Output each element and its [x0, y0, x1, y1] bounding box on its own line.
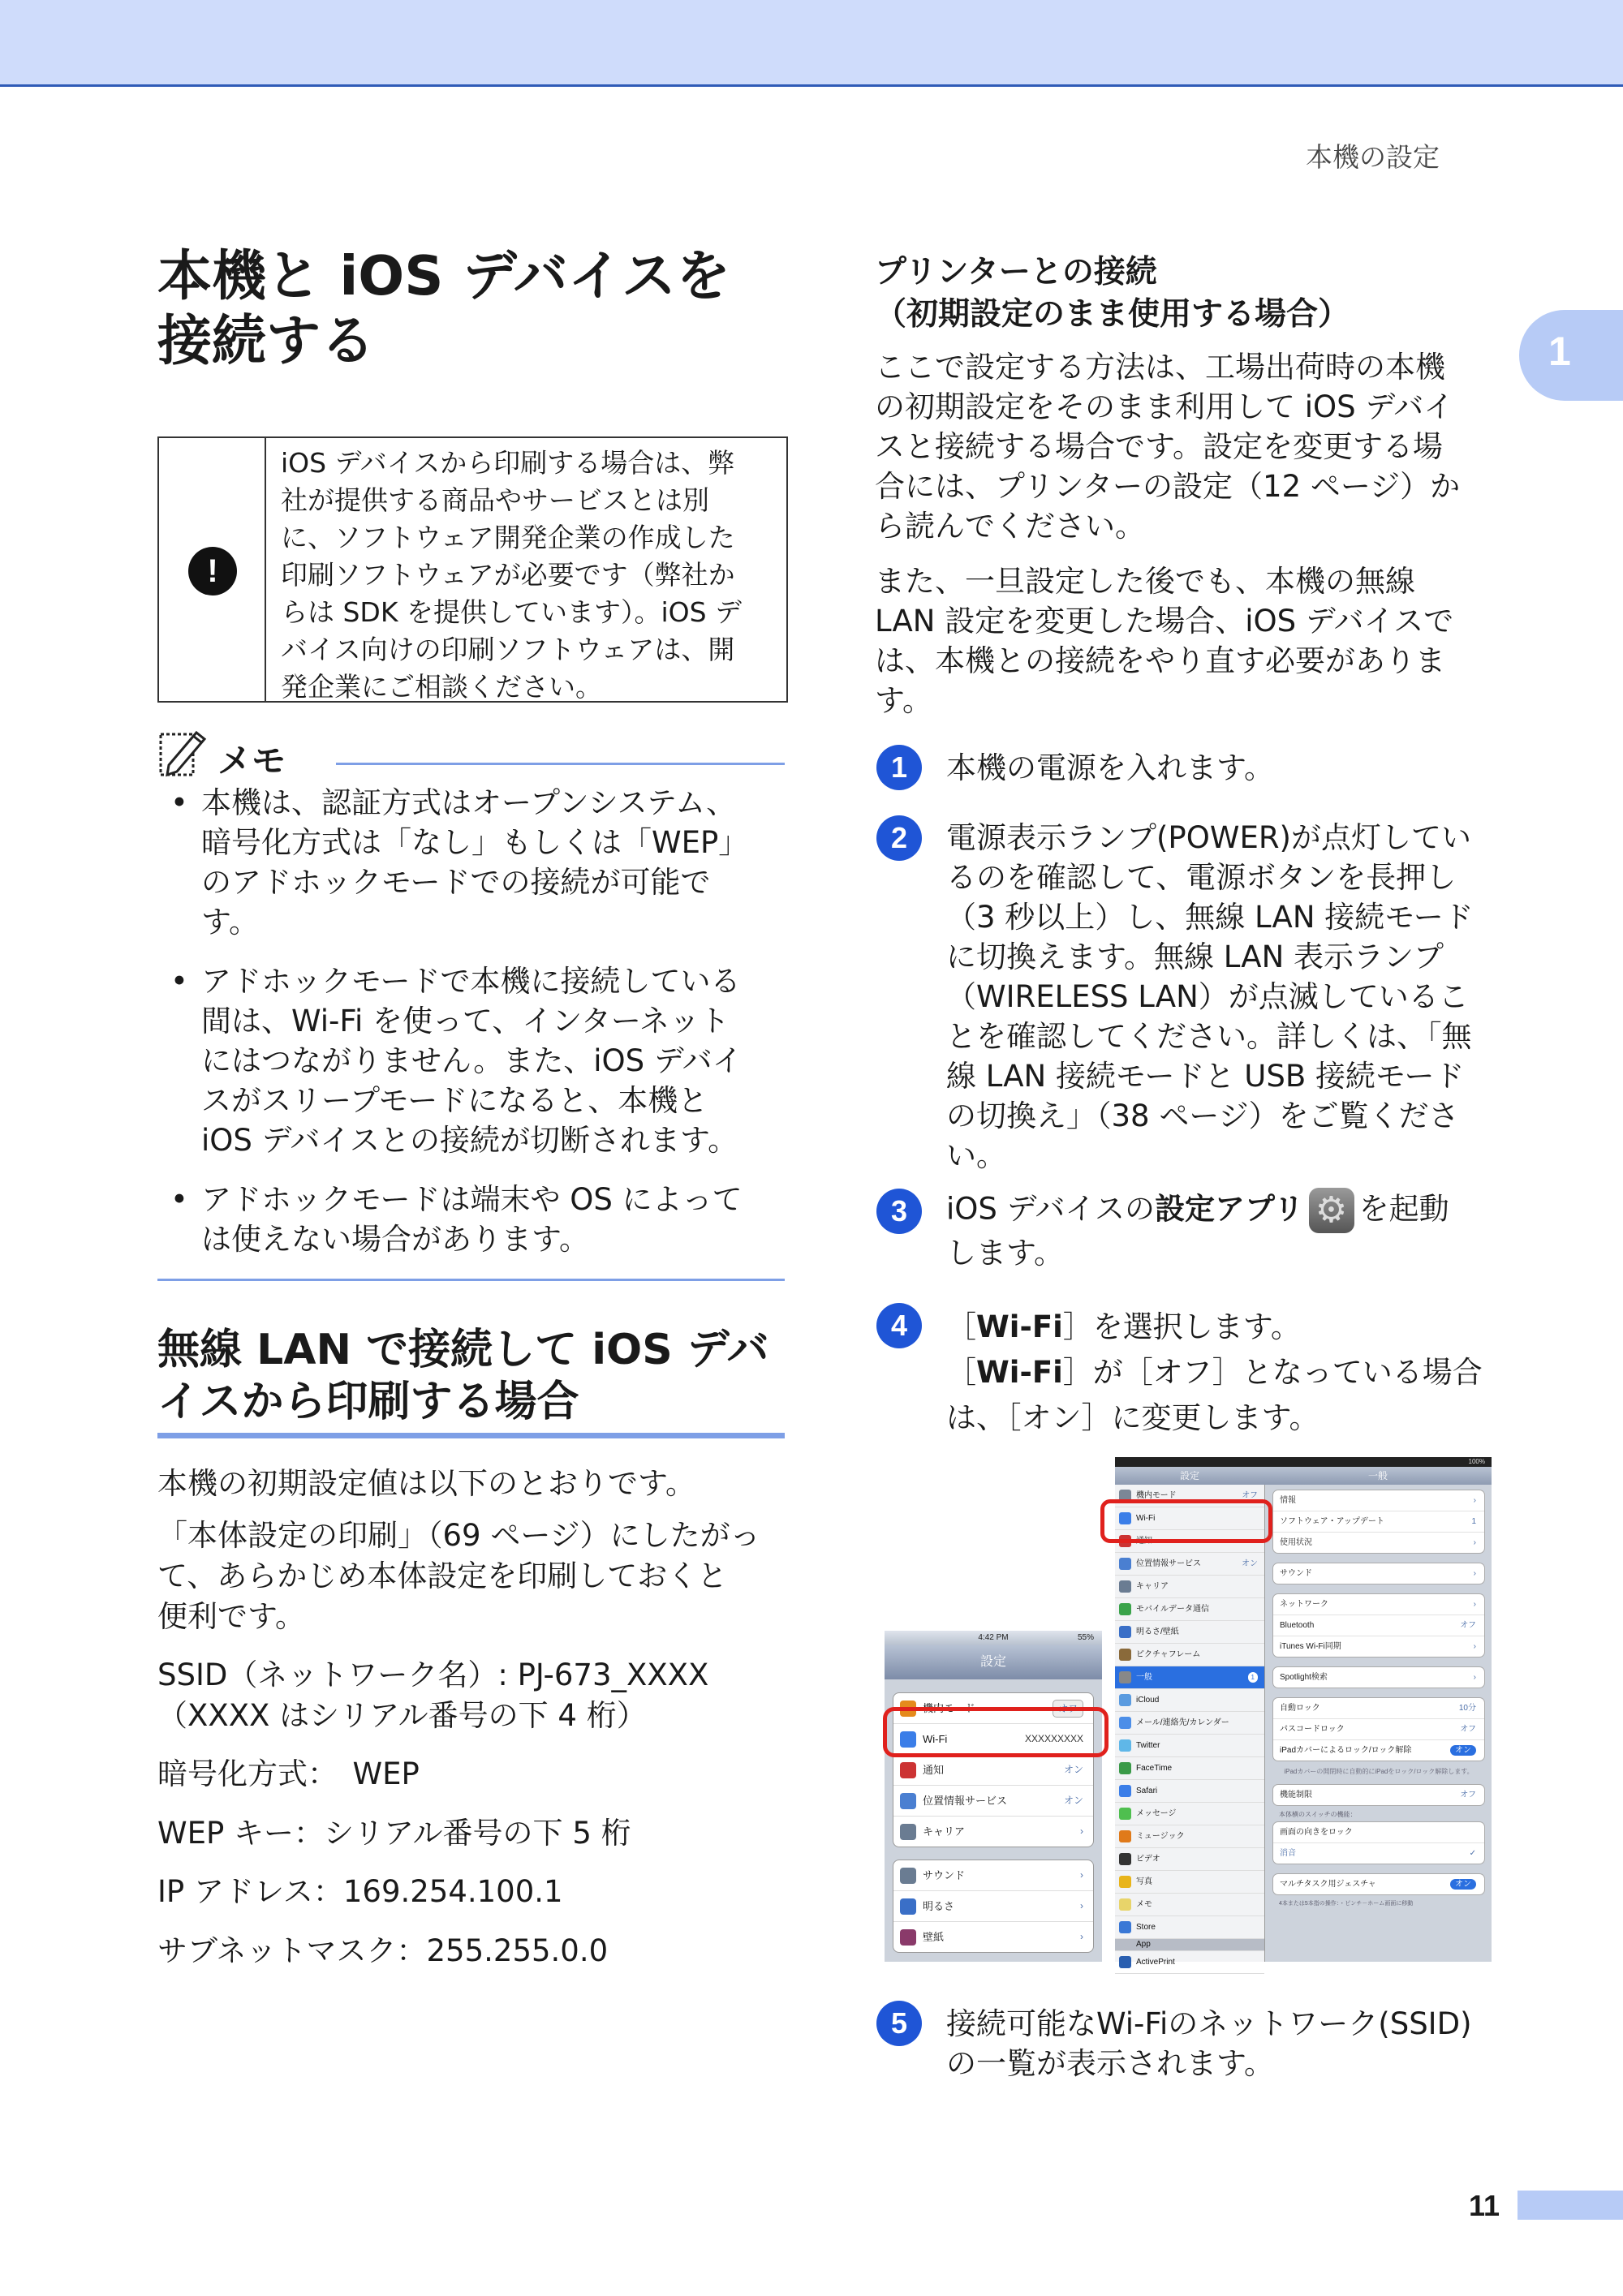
settings-row[interactable] — [1115, 1916, 1264, 1939]
messages-icon — [1119, 1808, 1131, 1820]
memo-line: のアドホックモードでの接続が可能で — [201, 865, 711, 900]
toggle-switch[interactable]: オン — [1450, 1879, 1476, 1890]
step-number-5: 5 — [876, 2001, 922, 2046]
step-1-text — [946, 748, 1514, 788]
row-label: ネットワーク — [1280, 1600, 1328, 1609]
row-label: 消音 — [1280, 1849, 1296, 1858]
row-label: モバイルデータ通信 — [1136, 1605, 1209, 1614]
music-icon — [1119, 1830, 1131, 1842]
settings-row[interactable] — [1273, 1719, 1484, 1740]
row-value: オフ — [1242, 1491, 1258, 1500]
settings-row[interactable] — [1115, 1951, 1264, 1974]
text-line — [946, 1305, 1514, 1350]
text-line: の切換え」（38 ページ）をご覧くださ — [946, 1099, 1459, 1133]
row-label: 機内モード — [923, 1702, 975, 1714]
settings-row[interactable]: 壁紙 › — [893, 1922, 1093, 1952]
row-label: ビデオ — [1136, 1855, 1160, 1864]
row-label: 自動ロック — [1280, 1704, 1320, 1713]
settings-row[interactable] — [1115, 1621, 1264, 1644]
top-banner — [0, 0, 1623, 87]
settings-group — [1272, 1666, 1485, 1688]
settings-row[interactable] — [893, 1786, 1093, 1817]
row-label: 明るさ/壁紙 — [1136, 1627, 1179, 1636]
text-line: て、あらかじめ本体設定を印刷しておくと — [157, 1559, 728, 1593]
chapter-tab-number: 1 — [1548, 329, 1571, 374]
settings-row[interactable] — [1115, 1553, 1264, 1576]
settings-row[interactable]: ネットワーク › — [1273, 1594, 1484, 1615]
row-label: マルチタスク用ジェスチャ — [1280, 1880, 1376, 1889]
row-label: 通知 — [923, 1764, 945, 1776]
notice-line: 発企業にご相談ください。 — [281, 671, 602, 703]
row-label: メッセージ — [1136, 1809, 1177, 1818]
notes-icon — [1119, 1898, 1131, 1911]
settings-row[interactable]: サウンド › — [1280, 1569, 1476, 1578]
text-line — [946, 1188, 1514, 1233]
settings-app-label: 設定アプリ — [1155, 1191, 1304, 1227]
text-line: は、本機との接続をやり直す必要がありま — [875, 643, 1445, 678]
settings-row-general[interactable] — [1115, 1666, 1264, 1689]
mail-icon — [1119, 1717, 1131, 1729]
memo-line: 間は、Wi-Fi を使って、インターネット — [201, 1004, 730, 1038]
important-icon-cell — [159, 438, 266, 701]
text-line: 本機の電源を入れます。 — [946, 750, 1275, 785]
toggle-switch[interactable]: オフ — [1053, 1700, 1083, 1718]
row-value: オフ — [1460, 1725, 1476, 1734]
settings-row[interactable]: Spotlight検索 › — [1280, 1673, 1476, 1682]
settings-row[interactable] — [1273, 1698, 1484, 1719]
row-label: キャリア — [923, 1825, 966, 1838]
text-line: 電源表示ランプ(POWER)が点灯してい — [946, 820, 1471, 855]
location-icon — [1119, 1558, 1131, 1570]
settings-row[interactable] — [1115, 1825, 1264, 1848]
notice-line: iOS デバイスから印刷する場合は、弊 — [281, 447, 735, 479]
settings-row[interactable] — [1273, 1843, 1484, 1864]
subsection-heading-line2: （初期設定のまま使用する場合） — [875, 296, 1350, 333]
picture-frame-icon — [1119, 1649, 1131, 1661]
text-line: SSID（ネットワーク名）: PJ-673_XXXX — [157, 1658, 709, 1692]
section-divider — [157, 1279, 785, 1281]
text-line: に切換えます。無線 LAN 表示ランプ — [946, 939, 1444, 974]
row-label: 機能制限 — [1280, 1791, 1312, 1799]
important-notice-box — [157, 436, 788, 703]
settings-row[interactable]: iTunes Wi-Fi同期 › — [1280, 1642, 1476, 1651]
row-label: ソフトウェア・アップデート — [1280, 1517, 1384, 1526]
battery-label: 100% — [1468, 1458, 1485, 1465]
subsection-heading-line1: プリンターとの接続 — [875, 254, 1157, 290]
settings-row[interactable] — [1273, 1874, 1484, 1894]
reconnect-paragraph — [875, 561, 1508, 720]
row-label: App — [1136, 1940, 1151, 1949]
switch-function-header: 本体横のスイッチの機能： — [1279, 1811, 1357, 1818]
row-label: iPadカバーによるロック/ロック解除 — [1280, 1746, 1412, 1755]
text-line: します。 — [946, 1236, 1065, 1271]
step-5-text — [946, 2004, 1514, 2083]
text-line: LAN 設定を変更した場合、iOS デバイスで — [875, 604, 1454, 638]
row-label: 一般 — [1136, 1673, 1152, 1682]
page-number: 11 — [1469, 2189, 1500, 2222]
defaults-intro: 本機の初期設定値は以下のとおりです。 — [157, 1466, 696, 1501]
row-label: キャリア — [1136, 1582, 1169, 1591]
memo-item — [170, 1180, 787, 1259]
row-label: 位置情報サービス — [923, 1795, 1008, 1807]
ssid-setting — [157, 1655, 799, 1736]
row-value: オン — [1063, 1764, 1083, 1775]
row-label: Store — [1136, 1923, 1156, 1932]
ipad-settings-list — [1115, 1485, 1265, 1967]
step-2-text — [946, 818, 1514, 1176]
battery-label: 55% — [1077, 1633, 1094, 1642]
print-settings-note — [157, 1516, 799, 1637]
wifi-highlight-box — [883, 1707, 1109, 1757]
section-heading-line1: 無線 LAN で接続して iOS デバ — [157, 1326, 769, 1374]
iphone-header: 設定 — [885, 1645, 1102, 1679]
facetime-icon — [1119, 1762, 1131, 1774]
carrier-icon — [1119, 1580, 1131, 1593]
photos-icon — [1119, 1876, 1131, 1888]
row-label: Wi-Fi — [923, 1733, 948, 1745]
settings-row[interactable] — [1115, 1689, 1264, 1712]
settings-group — [1272, 1784, 1485, 1806]
memo-line: アドホックモードで本機に接続している — [201, 964, 741, 999]
text-line: 合には、プリンターの設定（12 ページ）か — [875, 469, 1461, 504]
cellular-icon — [1119, 1603, 1131, 1615]
text-line: は、［オン］に変更します。 — [946, 1400, 1319, 1435]
row-value: オフ — [1460, 1621, 1476, 1630]
wallpaper-icon — [900, 1929, 916, 1946]
row-label: Wi-Fi — [1136, 1514, 1156, 1523]
row-label: ActivePrint — [1136, 1958, 1175, 1967]
row-label: サウンド — [1280, 1569, 1312, 1578]
row-value: オン — [1063, 1795, 1083, 1806]
row-label: メール/連絡先/カレンダー — [1136, 1718, 1229, 1727]
memo-divider — [336, 763, 785, 765]
update-badge: 1 — [1248, 1672, 1258, 1683]
text-line: 線 LAN 接続モードと USB 接続モード — [946, 1059, 1465, 1094]
iphone-settings-screenshot — [885, 1631, 1102, 1962]
memo-pencil-icon — [157, 726, 209, 780]
settings-row[interactable]: キャリア › — [893, 1817, 1093, 1847]
text-line: ここで設定する方法は、工場出荷時の本機 — [875, 350, 1445, 385]
row-label: 位置情報サービス — [1136, 1559, 1201, 1568]
settings-group — [1272, 1563, 1485, 1584]
notice-line: バイス向けの印刷ソフトウェアは、開 — [281, 634, 735, 665]
encryption-setting: 暗号化方式： WEP — [157, 1756, 420, 1791]
row-label: メモ — [1136, 1900, 1152, 1909]
bullet: • — [170, 785, 188, 820]
row-label: 画面の向きをロック — [1280, 1828, 1353, 1837]
text-line: の一覧が表示されます。 — [946, 2046, 1275, 2081]
cover-lock-note: iPadカバーの開閉時に自動的にiPadをロック/ロック解除します。 — [1284, 1768, 1474, 1775]
settings-row[interactable] — [1115, 1576, 1264, 1598]
settings-row[interactable] — [1115, 1712, 1264, 1735]
text-line: とを確認してください。詳しくは、「無 — [946, 1019, 1472, 1054]
gear-icon — [1119, 1671, 1131, 1683]
text-line: また、一旦設定した後でも、本機の無線 — [875, 564, 1415, 599]
text-line: （XXXX はシリアル番号の下 4 桁） — [157, 1698, 647, 1733]
location-icon — [900, 1793, 916, 1809]
text-line — [946, 1350, 1514, 1395]
row-label: 壁紙 — [923, 1931, 945, 1943]
row-label: 通知 — [1136, 1537, 1152, 1546]
row-label: 使用状況 — [1280, 1538, 1312, 1547]
settings-group — [1272, 1821, 1485, 1864]
step-number-3: 3 — [876, 1189, 922, 1234]
memo-item — [170, 961, 787, 1160]
settings-group — [893, 1860, 1094, 1953]
section-heading-underline — [157, 1433, 785, 1438]
step-3-text — [946, 1188, 1514, 1273]
settings-row[interactable] — [1273, 1740, 1484, 1761]
store-icon — [1119, 1921, 1131, 1933]
settings-row[interactable] — [893, 1755, 1093, 1786]
text-line: ら読んでください。 — [875, 509, 1145, 544]
page-title-line2: 接続する — [157, 309, 375, 372]
memo-list — [170, 783, 787, 1279]
chapter-tab — [1519, 310, 1623, 401]
wifi-label: Wi-Fi — [976, 1309, 1063, 1344]
row-label: サウンド — [923, 1869, 966, 1881]
brightness-icon — [900, 1898, 916, 1915]
bullet: • — [170, 1182, 188, 1217]
notice-line: らは SDK を提供しています）。iOS デ — [281, 596, 743, 628]
row-value: オン — [1242, 1559, 1258, 1568]
row-value: 1 — [1471, 1517, 1476, 1526]
text-span: iOS デバイスの — [946, 1191, 1156, 1227]
settings-row[interactable] — [1115, 1735, 1264, 1757]
intro-paragraph — [875, 347, 1508, 546]
row-label: Twitter — [1136, 1741, 1160, 1750]
bullet: • — [170, 964, 188, 999]
settings-row[interactable] — [1115, 1848, 1264, 1871]
text-line: るのを確認して、電源ボタンを長押し — [946, 860, 1457, 895]
wep-key-setting: WEP キー：シリアル番号の下 5 桁 — [157, 1816, 631, 1851]
notice-line: 印刷ソフトウェアが必要です（弊社か — [281, 559, 735, 591]
settings-row[interactable] — [1115, 1598, 1264, 1621]
settings-row[interactable] — [1273, 1615, 1484, 1636]
row-label: Safari — [1136, 1786, 1158, 1795]
text-span: ］を選択します。 — [1062, 1309, 1301, 1344]
text-line: 接続可能なWi-Fiのネットワーク(SSID) — [946, 2006, 1472, 2041]
text-span: ［ — [946, 1309, 976, 1344]
row-label: iCloud — [1136, 1696, 1160, 1705]
text-line: （WIRELESS LAN）が点滅しているこ — [946, 979, 1469, 1014]
important-notice-text — [281, 445, 768, 706]
row-label: 情報 — [1280, 1496, 1296, 1505]
activeprint-icon — [1119, 1956, 1131, 1968]
step-number-1: 1 — [876, 745, 922, 790]
row-label: iTunes Wi-Fi同期 — [1280, 1642, 1341, 1651]
row-label: Spotlight検索 — [1280, 1673, 1328, 1682]
ipad-status-bar — [1115, 1457, 1492, 1467]
carrier-icon — [900, 1824, 916, 1840]
icloud-icon — [1119, 1694, 1131, 1706]
row-value: オフ — [1460, 1791, 1476, 1799]
row-label: ピクチャフレーム — [1136, 1650, 1201, 1659]
settings-row[interactable] — [1115, 1780, 1264, 1803]
checkmark-icon: ✓ — [1469, 1849, 1476, 1858]
row-label: Bluetooth — [1280, 1621, 1315, 1630]
section-heading — [157, 1324, 790, 1428]
settings-row[interactable] — [1273, 1785, 1484, 1805]
row-label: 機内モード — [1136, 1491, 1177, 1500]
settings-row[interactable] — [1273, 1822, 1484, 1843]
toggle-switch[interactable]: オン — [1450, 1745, 1476, 1756]
text-span: ［ — [946, 1355, 976, 1390]
notice-line: に、ソフトウェア開発企業の作成した — [281, 522, 735, 553]
memo-line: アドホックモードは端末や OS によって — [201, 1182, 743, 1217]
memo-line: iOS デバイスとの接続が切断されます。 — [201, 1123, 738, 1158]
ipad-general-panel — [1272, 1490, 1485, 1907]
row-label: 写真 — [1136, 1877, 1152, 1886]
settings-app-gear-icon: ⚙ — [1309, 1188, 1354, 1233]
section-heading-line2: イスから印刷する場合 — [157, 1378, 579, 1426]
row-label: FaceTime — [1136, 1764, 1173, 1773]
text-line: （3 秒以上）し、無線 LAN 接続モード — [946, 900, 1474, 935]
text-line: い。 — [946, 1138, 1006, 1173]
step-number-4: 4 — [876, 1303, 922, 1348]
settings-row[interactable] — [1273, 1511, 1484, 1533]
status-time: 4:42 PM — [978, 1633, 1009, 1642]
row-label: ミュージック — [1136, 1832, 1185, 1841]
settings-row[interactable] — [1115, 1803, 1264, 1825]
memo-line: 暗号化方式は「なし」もしくは「WEP」 — [201, 825, 749, 860]
text-span: を起動 — [1358, 1191, 1449, 1227]
settings-group — [1272, 1873, 1485, 1895]
settings-section-header — [1115, 1939, 1264, 1951]
memo-title: メモ — [217, 741, 286, 780]
settings-row[interactable]: 使用状況 › — [1280, 1538, 1476, 1547]
ip-address-setting: IP アドレス：169.254.100.1 — [157, 1874, 563, 1909]
running-header: 本機の設定 — [1306, 141, 1440, 173]
notice-line: 社が提供する商品やサービスとは別 — [281, 484, 709, 516]
exclamation-icon: ! — [188, 547, 237, 595]
settings-row[interactable]: 明るさ › — [893, 1891, 1093, 1922]
text-line: 便利です。 — [157, 1599, 306, 1634]
video-icon — [1119, 1853, 1131, 1865]
memo-line: す。 — [201, 905, 260, 939]
settings-group — [1272, 1593, 1485, 1658]
gesture-note: 4本または5本指の操作：・ピンチ－ホーム画面に移動 — [1279, 1901, 1414, 1907]
memo-line: にはつながりません。また、iOS デバイ — [201, 1043, 743, 1078]
ipad-left-header: 設定 — [1115, 1467, 1264, 1485]
page-title-line1: 本機と iOS デバイスを — [157, 244, 731, 307]
sound-icon — [900, 1868, 916, 1884]
text-line: す。 — [875, 683, 933, 718]
settings-row[interactable] — [1115, 1894, 1264, 1916]
row-value: XXXXXXXXX — [1024, 1733, 1083, 1744]
memo-line: 本機は、認証方式はオープンシステム、 — [201, 785, 737, 820]
text-line: スと接続する場合です。設定を変更する場 — [875, 429, 1444, 464]
settings-group — [1272, 1697, 1485, 1761]
wifi-label: Wi-Fi — [976, 1355, 1063, 1390]
subsection-heading — [875, 252, 1524, 336]
brightness-icon — [1119, 1626, 1131, 1638]
twitter-icon — [1119, 1739, 1131, 1752]
text-line: の初期設定をそのまま利用して iOS デバイ — [875, 389, 1454, 424]
memo-line: スがスリープモードになると、本機と — [201, 1083, 708, 1118]
text-span: ］が［オフ］となっている場合 — [1062, 1355, 1483, 1390]
notification-icon — [900, 1762, 916, 1778]
safari-icon — [1119, 1785, 1131, 1797]
subnet-mask-setting: サブネットマスク：255.255.0.0 — [157, 1933, 609, 1968]
step-number-2: 2 — [876, 815, 922, 861]
page-title — [157, 243, 790, 373]
settings-row[interactable] — [1115, 1644, 1264, 1666]
settings-group — [1272, 1490, 1485, 1554]
row-label: パスコードロック — [1280, 1725, 1345, 1734]
memo-item — [170, 783, 787, 942]
settings-row[interactable]: 情報 › — [1273, 1490, 1484, 1511]
settings-row[interactable] — [1115, 1757, 1264, 1780]
step-4-text — [946, 1305, 1514, 1441]
page-number-bar — [1518, 2191, 1623, 2220]
row-label: 明るさ — [923, 1900, 955, 1912]
memo-line: は使えない場合があります。 — [201, 1222, 590, 1257]
settings-row[interactable] — [1115, 1871, 1264, 1894]
settings-row[interactable]: サウンド › — [893, 1860, 1093, 1891]
wifi-highlight-box — [1100, 1499, 1272, 1543]
iphone-status-bar — [885, 1631, 1102, 1645]
row-value: 10分 — [1458, 1704, 1476, 1713]
text-line: 「本体設定の印刷」（69 ページ）にしたがっ — [157, 1518, 760, 1553]
ipad-right-header: 一般 — [1264, 1467, 1492, 1485]
